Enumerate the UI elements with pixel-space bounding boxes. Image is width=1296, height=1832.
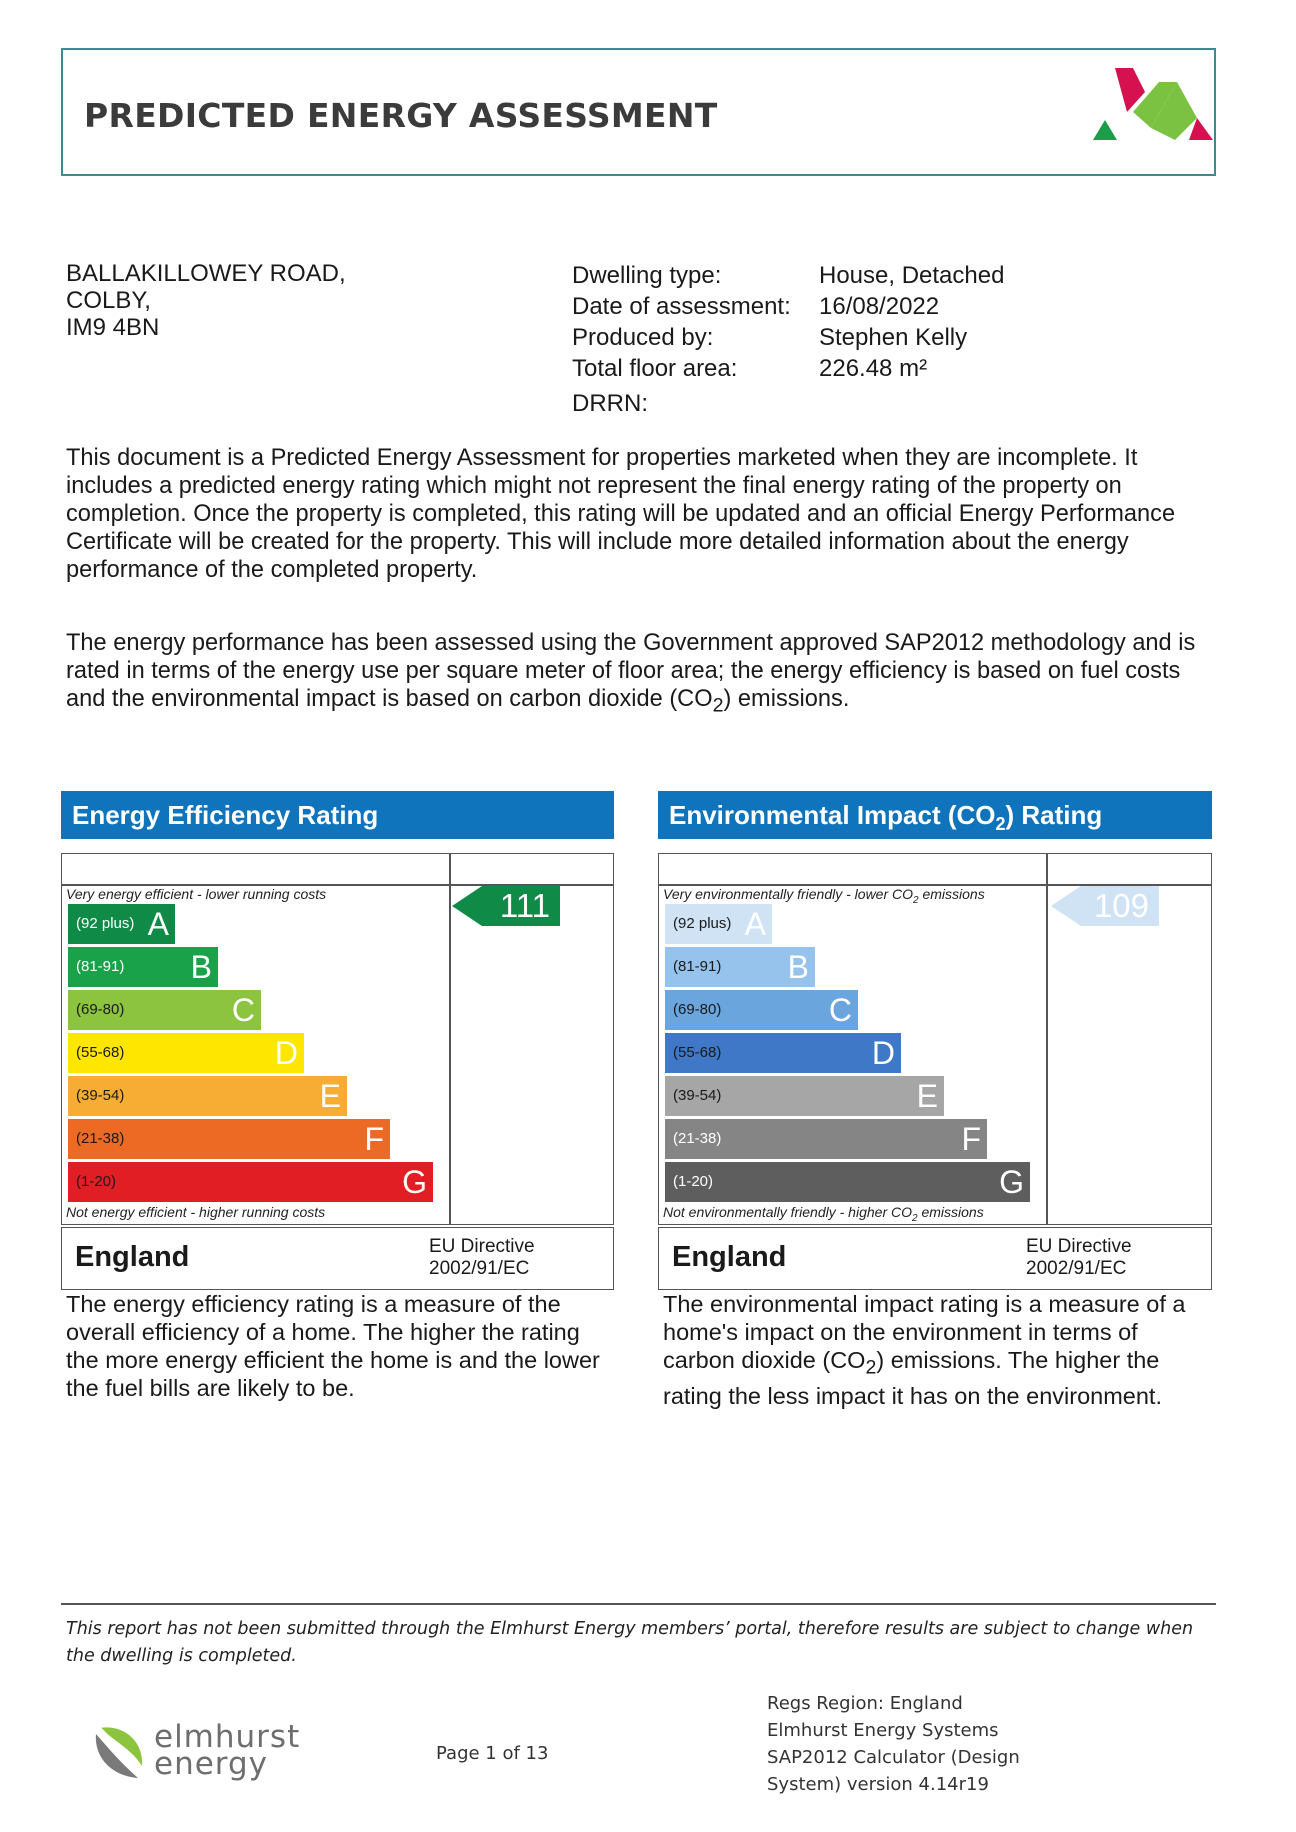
sysinfo-line: System) version 4.14r19 xyxy=(767,1774,989,1795)
band-b xyxy=(68,947,218,987)
eu-directive: EU Directive 2002/91/EC xyxy=(1026,1236,1132,1279)
band-range: (55-68) xyxy=(673,1044,722,1061)
band-letter: G xyxy=(999,1164,1024,1200)
methodology-paragraph: The energy performance has been assessed using the Government approved SAP2012 methodology and is rated in terms of the energy use per square meter of floor area; the energy efficiency is based on fuel costs and the environmental impact is based on carbon dioxide $(CO_2)$ emissions. xyxy=(66,630,1196,717)
detail-value: 226.48 m² xyxy=(819,355,928,382)
band-range: (1-20) xyxy=(76,1173,117,1190)
disclaimer: This report has not been submitted through the Elmhurst Energy members’ portal, therefore results are subject to change when the dwelling is completed. xyxy=(66,1619,1194,1666)
band-e xyxy=(68,1076,347,1116)
environment-rating-arrow xyxy=(1051,886,1159,926)
band-f xyxy=(665,1119,987,1159)
page-title: PREDICTED ENERGY ASSESSMENT xyxy=(84,96,718,135)
environment-footer xyxy=(658,1227,1212,1290)
eu-directive: EU Directive 2002/91/EC xyxy=(429,1236,535,1279)
band-range: (55-68) xyxy=(76,1044,125,1061)
band-range: (81-91) xyxy=(673,958,722,975)
band-letter: E xyxy=(916,1078,938,1114)
page-number: Page 1 of 13 xyxy=(436,1743,549,1764)
band-range: (1-20) xyxy=(673,1173,714,1190)
brand-line: elmhurst xyxy=(154,1719,301,1755)
environment-bottom-note: Not environmentally friendly - higher $CO_2$ emissions xyxy=(663,1204,984,1224)
address-line: BALLAKILLOWEY ROAD, xyxy=(66,260,346,287)
detail-value: House, Detached xyxy=(819,262,1005,289)
band-a xyxy=(665,904,772,944)
energy-rating-chart xyxy=(61,853,614,1225)
detail-value: 16/08/2022 xyxy=(819,293,940,320)
band-letter: D xyxy=(871,1035,895,1071)
footer-rule xyxy=(61,1603,1216,1605)
band-letter: G xyxy=(402,1164,427,1200)
band-c xyxy=(665,990,858,1030)
band-letter: F xyxy=(961,1121,981,1157)
band-range: (21-38) xyxy=(76,1130,125,1147)
band-letter: C xyxy=(231,992,255,1028)
system-info xyxy=(767,1690,1020,1798)
elmhurst-logo xyxy=(92,1720,332,1792)
energy-panel-title: Energy Efficiency Rating xyxy=(61,791,614,839)
chart-divider xyxy=(1046,854,1048,1224)
band-letter: A xyxy=(147,906,169,942)
address-line: COLBY, xyxy=(66,287,151,314)
energy-footer xyxy=(61,1227,614,1290)
detail-label: Total floor area: xyxy=(572,355,738,382)
band-range: (69-80) xyxy=(673,1001,722,1018)
sysinfo-line: Elmhurst Energy Systems xyxy=(767,1720,999,1741)
environment-panel-title: Environmental Impact $(CO_2)$ Rating xyxy=(658,791,1212,839)
band-f xyxy=(68,1119,390,1159)
energy-top-note: Very energy efficient - lower running costs xyxy=(66,886,327,902)
band-range: (39-54) xyxy=(673,1087,722,1104)
band-d xyxy=(68,1033,304,1073)
band-range: (81-91) xyxy=(76,958,125,975)
band-range: (39-54) xyxy=(76,1087,125,1104)
band-letter: A xyxy=(744,906,766,942)
environment-rating-chart xyxy=(658,853,1212,1225)
address-line: IM9 4BN xyxy=(66,314,160,341)
sysinfo-line: SAP2012 Calculator (Design xyxy=(767,1747,1020,1768)
detail-label: Date of assessment: xyxy=(572,293,791,320)
detail-label: Produced by: xyxy=(572,324,714,351)
leaf-icon xyxy=(92,1720,148,1782)
band-letter: D xyxy=(274,1035,298,1071)
band-c xyxy=(68,990,261,1030)
band-a xyxy=(68,904,175,944)
band-letter: F xyxy=(364,1121,384,1157)
details-labels xyxy=(572,260,791,384)
chart-divider xyxy=(449,854,451,1224)
region-label: England xyxy=(672,1241,787,1273)
environment-top-note: Very environmentally friendly - lower $CO_2$ emissions xyxy=(663,886,985,906)
brand-line: energy xyxy=(154,1746,269,1782)
energy-rating-arrow xyxy=(452,886,560,926)
environment-description: The environmental impact rating is a measure of a home's impact on the environment in terms of carbon dioxide $(CO_2)$ emissions. The higher the rating the less impact it has on the environment. xyxy=(663,1291,1186,1409)
details-values xyxy=(819,260,1004,384)
band-g xyxy=(665,1162,1030,1202)
band-range: (92 plus) xyxy=(673,915,732,932)
band-d xyxy=(665,1033,901,1073)
band-e xyxy=(665,1076,944,1116)
band-g xyxy=(68,1162,433,1202)
drrn-label: DRRN: xyxy=(572,390,648,417)
band-letter: B xyxy=(190,949,212,985)
property-address xyxy=(66,260,346,341)
energy-description: The energy efficiency rating is a measure of the overall efficiency of a home. The higher the rating the more energy efficient the home is and the lower the fuel bills are likely to be. xyxy=(66,1291,600,1401)
detail-label: Dwelling type: xyxy=(572,262,722,289)
band-letter: B xyxy=(787,949,809,985)
band-b xyxy=(665,947,815,987)
energy-bottom-note: Not energy efficient - higher running costs xyxy=(66,1204,326,1220)
assessor-logo-icon xyxy=(1093,68,1213,156)
band-range: (92 plus) xyxy=(76,915,135,932)
detail-value: Stephen Kelly xyxy=(819,324,968,351)
intro-paragraph: This document is a Predicted Energy Assessment for properties marketed when they are incomplete. It includes a predicted energy rating which might not represent the final energy rating of the property on completion. Once the property is completed, this rating will be updated and an official Energy Performance Certificate will be created for the property. This will include more detailed information about the energy performance of the completed property. xyxy=(66,445,1176,583)
band-letter: E xyxy=(319,1078,341,1114)
sysinfo-line: Regs Region: England xyxy=(767,1693,963,1714)
energy-rating-value: 111 xyxy=(499,887,550,924)
environment-rating-value: 109 xyxy=(1093,887,1149,924)
region-label: England xyxy=(75,1241,190,1273)
band-range: (69-80) xyxy=(76,1001,125,1018)
band-letter: C xyxy=(828,992,852,1028)
band-range: (21-38) xyxy=(673,1130,722,1147)
